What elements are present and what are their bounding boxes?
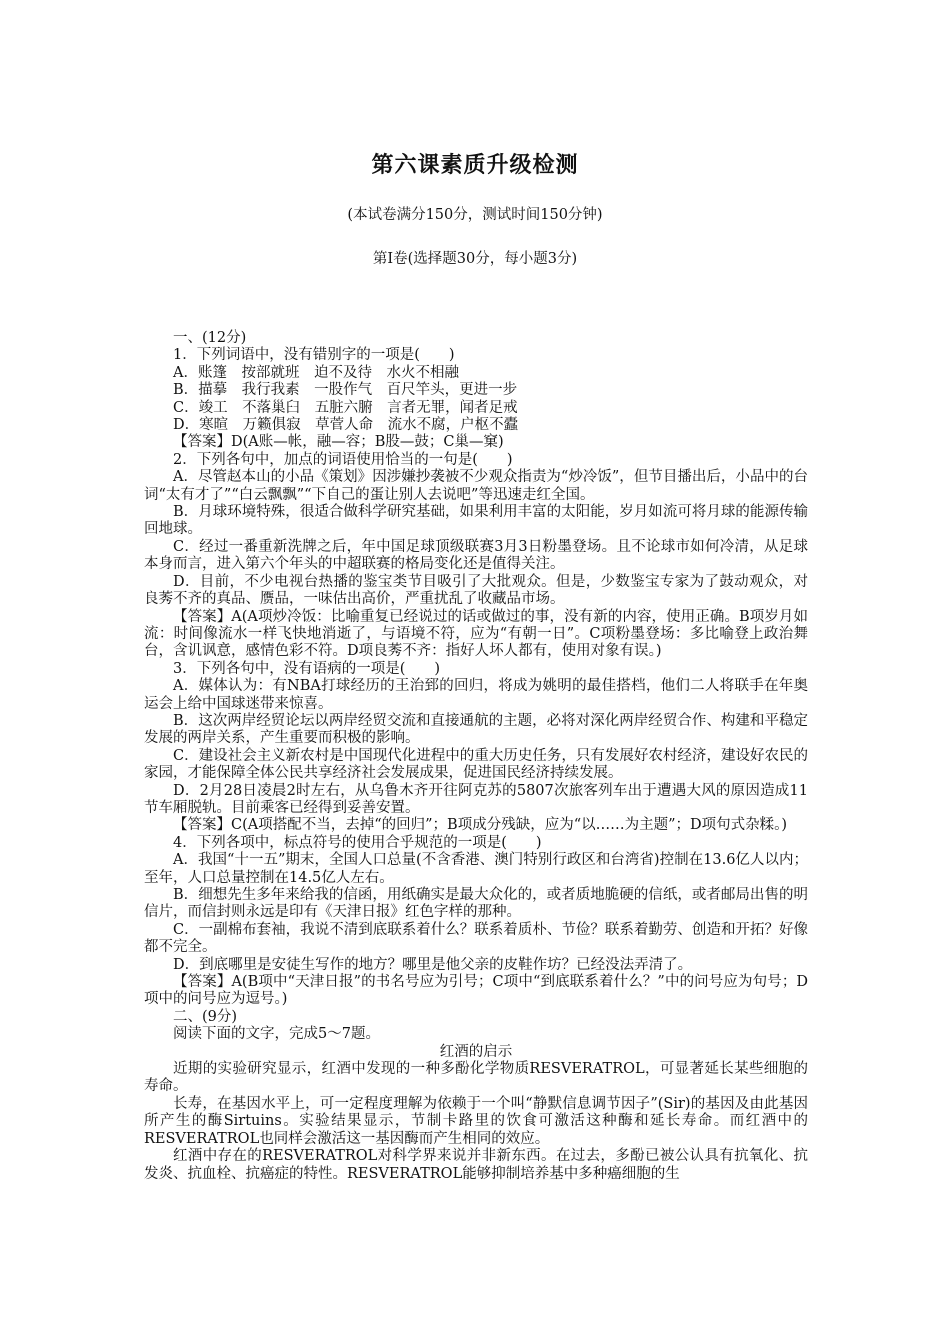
option-3b: B．这次两岸经贸论坛以两岸经贸交流和直接通航的主题，必将对深化两岸经贸合作、构建和平稳定发展的两岸关系，产生重要而积极的影响。 bbox=[144, 712, 808, 747]
option-3d: D．2月28日凌晨2时左右，从乌鲁木齐开往阿克苏的5807次旅客列车出于遭遇大风的原因造成11节车厢脱轨。目前乘客已经得到妥善安置。 bbox=[144, 782, 808, 816]
answer-3: 【答案】C(A项搭配不当，去掉“的回归”；B项成分残缺，应为“以……为主题”；D项句式杂糅。) bbox=[173, 817, 788, 834]
option-2d: D．目前，不少电视台热播的鉴宝类节目吸引了大批观众。但是，少数鉴宝专家为了鼓动观众，对良莠不齐的真品、赝品，一味估出高价，严重扰乱了收藏品市场。 bbox=[144, 573, 808, 608]
answer-2: 【答案】A(A项炒冷饭：比喻重复已经说过的话或做过的事，没有新的内容，使用正确。B项岁月如流：时间像流水一样飞快地消逝了，与语境不符，应为“有朝一日”。C项粉墨登场：多比喻登上政治舞台，含讥讽意，感情色彩不符。D项良莠不齐：指好人坏人都有，使用对象有误。) bbox=[144, 608, 808, 660]
question-3: 3．下列各句中，没有语病的一项是( ) bbox=[173, 660, 441, 677]
passage-paragraph: 长寿，在基因水平上，可一定程度理解为依赖于一个叫“静默信息调节因子”(Sir)的基因及由此基因所产生的酶Sirtuins。实验结果显示，节制卡路里的饮食可激活这种酶和延长寿命。而红酒中的RESVERATROL也同样会激活这一基因酶而产生相同的效应。 bbox=[144, 1095, 808, 1147]
answer-1: 【答案】D(A账—帐，融—容；B股—鼓；C巢—窠) bbox=[173, 434, 504, 451]
question-2: 2．下列各句中，加点的词语使用恰当的一句是( ) bbox=[173, 451, 513, 468]
test-info: (本试卷满分150分，测试时间150分钟) bbox=[347, 207, 603, 223]
answer-4: 【答案】A(B项中“天津日报”的书名号应为引号；C项中“到底联系着什么？”中的问号应为句号；D项中的问号应为逗号。) bbox=[144, 974, 808, 1008]
option-2b: B．月球环境特殊，很适合做科学研究基础，如果利用丰富的太阳能，岁月如流可将月球的能源传输回地球。 bbox=[144, 504, 808, 538]
option-1a: A．账篷 按部就班 迫不及待 水火不相融 bbox=[173, 364, 459, 381]
option-2a: A．尽管赵本山的小品《策划》因涉嫌抄袭被不少观众指责为“炒冷饭”，但节目播出后，小品中的台词“太有才了”“白云飘飘”“下自己的蛋让别人去说吧”等迅速走红全国。 bbox=[144, 469, 808, 503]
question-4: 4．下列各项中，标点符号的使用合乎规范的一项是( ) bbox=[173, 834, 542, 851]
option-1d: D．寒暄 万籁俱寂 草菅人命 流水不腐，户枢不蠹 bbox=[173, 417, 519, 434]
option-4b: B．细想先生多年来给我的信函，用纸确实是最大众化的，或者质地脆硬的信纸，或者邮局出售的明信片，而信封则永远是印有《天津日报》红色字样的那种。 bbox=[144, 887, 808, 921]
page-title: 第六课素质升级检测 bbox=[371, 152, 579, 178]
option-3c: C．建设社会主义新农村是中国现代化进程中的重大历史任务，只有发展好农村经济，建设好农民的家园，才能保障全体公民共享经济社会发展成果，促进国民经济持续发展。 bbox=[144, 747, 808, 782]
option-2c: C．经过一番重新洗牌之后，年中国足球顶级联赛3月3日粉墨登场。且不论球市如何冷清，从足球本身而言，进入第六个年头的中超联赛的格局变化还是值得关注。 bbox=[144, 538, 808, 573]
option-4d: D．到底哪里是安徒生写作的地方？哪里是他父亲的皮鞋作坊？已经没法弄清了。 bbox=[173, 956, 693, 973]
passage-paragraph: 红酒中存在的RESVERATROL对科学界来说并非新东西。在过去，多酚已被公认具有抗氧化、抗发炎、抗血栓、抗癌症的特性。RESVERATROL能够抑制培养基中多种癌细胞的生 bbox=[144, 1148, 808, 1182]
section-heading: 第Ⅰ卷(选择题30分，每小题3分) bbox=[372, 251, 578, 267]
option-4c: C．一副棉布套袖，我说不清到底联系着什么？联系着质朴、节俭？联系着勤劳、创造和开拓？好像都不完全。 bbox=[144, 921, 808, 956]
passage-paragraph: 近期的实验研究显示，红酒中发现的一种多酚化学物质RESVERATROL，可显著延长某些细胞的寿命。 bbox=[144, 1061, 808, 1095]
document-body bbox=[144, 330, 808, 1183]
passage-title: 红酒的启示 bbox=[439, 1043, 513, 1060]
option-4a: A．我国“十一五”期末，全国人口总量(不含香港、澳门特别行政区和台湾省)控制在13.6亿人以内；至年，人口总量控制在14.5亿人左右。 bbox=[144, 852, 808, 886]
reading-instruction: 阅读下面的文字，完成5～7题。 bbox=[173, 1026, 380, 1043]
option-1b: B．描摹 我行我素 一股作气 百尺竿头，更进一步 bbox=[173, 382, 518, 399]
section-label: 二、(9分) bbox=[173, 1008, 238, 1025]
section-label: 一、(12分) bbox=[173, 330, 247, 346]
option-3a: A．媒体认为：有NBA打球经历的王治郅的回归，将成为姚明的最佳搭档，他们二人将联手在年奥运会上给中国球迷带来惊喜。 bbox=[144, 678, 808, 712]
option-1c: C．竣工 不落巢臼 五脏六腑 言者无罪，闻者足戒 bbox=[173, 399, 518, 416]
question-1: 1．下列词语中，没有错别字的一项是( ) bbox=[173, 347, 455, 364]
